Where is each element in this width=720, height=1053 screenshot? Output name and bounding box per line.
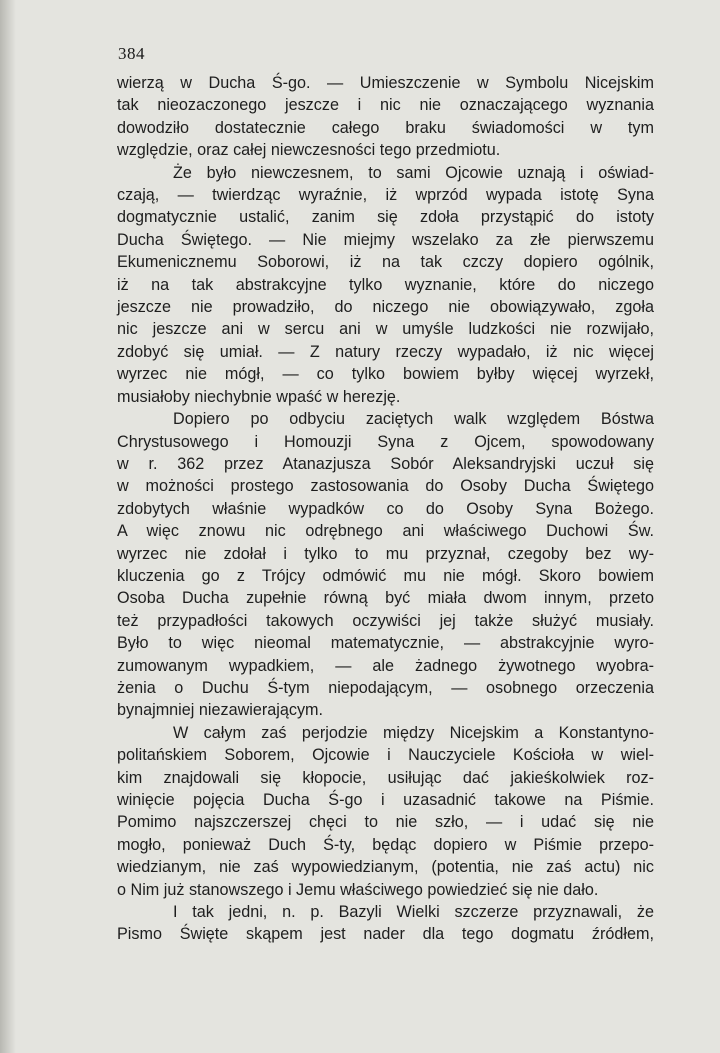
text-line: nic jeszcze ani w sercu ani w umyśle ludzkości nie rozwijało, <box>117 320 654 339</box>
text-line: zdobytych właśnie wypadków co do Osoby Syna Bożego. <box>117 499 654 518</box>
page-number: 384 <box>118 44 145 63</box>
text-line: I tak jedni, n. p. Bazyli Wielki szczerze przyznawali, że <box>173 903 654 922</box>
text-line: w możności prostego zastosowania do Osoby Ducha Świętego <box>117 477 654 496</box>
text-line: zumowanym wypadkiem, — ale żadnego żywotnego wyobra- <box>117 656 654 675</box>
text-line: Pomimo najszczerszej chęci to nie szło, — i udać się nie <box>117 813 654 832</box>
text-line: tak nieozaczonego jeszcze i nic nie oznaczającego wyznania <box>117 96 654 115</box>
text-line: jeszcze nie prowadziło, do niczego nie obowiązywało, zgoła <box>117 298 654 317</box>
text-line: względzie, oraz całej niewczesności tego przedmiotu. <box>117 141 501 160</box>
text-line: wyrzec nie mógł, — co tylko bowiem byłby więcej wyrzekł, <box>117 365 654 384</box>
text-line: winięcie pojęcia Ducha Ś-go i uzasadnić takowe na Piśmie. <box>117 791 654 809</box>
text-line: dowodziło dostatecznie całego braku świadomości w tym <box>117 118 654 137</box>
text-line: musiałoby niechybnie wpaść w herezję. <box>117 387 401 406</box>
text-line: wyrzec nie zdołał i tylko to mu przyznał, czegoby bez wy- <box>117 544 654 563</box>
body-text <box>117 72 654 946</box>
text-line: Chrystusowego i Homouzji Syna z Ojcem, spowodowany <box>117 432 654 451</box>
text-line: czają, — twierdząc wyraźnie, iż wprzód wypada istotę Syna <box>117 186 654 205</box>
binding-shadow <box>0 0 16 1053</box>
text-line: też przypadłości takowych oczywiści jej także służyć musiały. <box>117 611 654 630</box>
text-line: o Nim już stanowszego i Jemu właściwego powiedzieć się nie dało. <box>117 880 599 899</box>
text-line: kluczenia go z Trójcy odmówić mu nie mógł. Skoro bowiem <box>117 566 654 585</box>
text-line: zdobyć się umiał. — Z natury rzeczy wypadało, iż nic więcej <box>117 342 654 361</box>
text-line: żenia o Duchu Ś-tym niepodającym, — osobnego orzeczenia <box>117 678 654 697</box>
text-line: Było to więc nieomal matematycznie, — abstrakcyjnie wyro- <box>117 634 654 653</box>
text-line: Ekumenicznemu Soborowi, iż na tak czczy dopiero ogólnik, <box>117 253 654 272</box>
text-line: wiedzianym, nie zaś wypowiedzianym, (potentia, nie zaś actu) nic <box>117 858 654 877</box>
text-line: Osoba Ducha zupełnie równą być miała dwom innym, przeto <box>117 589 654 608</box>
text-line: Pismo Święte skąpem jest nader dla tego dogmatu źródłem, <box>117 925 654 944</box>
text-line: politańskiem Soborem, Ojcowie i Nauczyciele Kościoła w wiel- <box>117 746 654 765</box>
text-line: dogmatycznie ustalić, zanim się zdoła przystąpić do istoty <box>117 208 654 227</box>
text-line: A więc znowu nic odrębnego ani właściwego Duchowi Św. <box>117 522 654 541</box>
text-line: kim znajdowali się kłopocie, usiłując dać jakieśkolwiek roz- <box>117 768 654 787</box>
text-line: w r. 362 przez Atanazjusza Sobór Aleksandryjski uczuł się <box>117 454 654 473</box>
text-line: wierzą w Ducha Ś-go. — Umieszczenie w Symbolu Nicejskim <box>117 74 654 92</box>
text-line: bynajmniej niezawierającym. <box>117 701 324 720</box>
text-line: W całym zaś perjodzie między Nicejskim a Konstantyno- <box>173 723 654 742</box>
text-line: Ducha Świętego. — Nie miejmy wszelako za złe pierwszemu <box>117 230 654 249</box>
text-line: Że było niewczesnem, to sami Ojcowie uznają i oświad- <box>173 163 654 182</box>
text-line: iż na tak abstrakcyjne tylko wyznanie, które do niczego <box>117 275 654 294</box>
text-line: Dopiero po odbyciu zaciętych walk względem Bóstwa <box>173 410 654 429</box>
text-line: mogło, ponieważ Duch Ś-ty, będąc dopiero w Piśmie przepo- <box>117 835 654 854</box>
